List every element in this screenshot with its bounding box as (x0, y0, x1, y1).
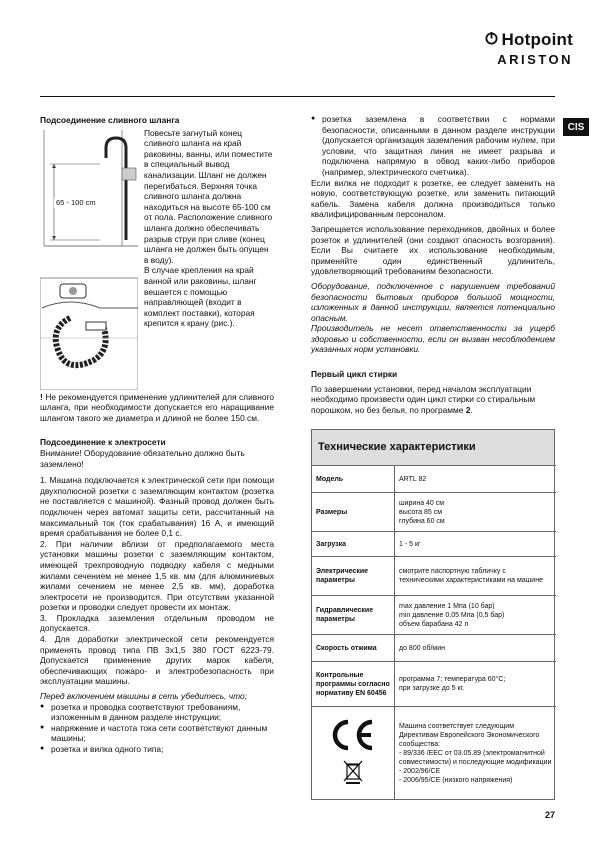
list-item: ● розетка заземлена в соответствии с нормами безопасности, описанными в данном разделе инструкции (допускается организация заземления рабочим нулем, при условии, что защитная линия не имеет разрыва и подключена напрямую в обвод каких-либо приборов (например, электрического счетчика). (311, 114, 555, 178)
electric-item-4: 4. Для доработки электрической сети рекомендуется применять провод типа ПВ 3х1,5 380 ГОСТ 6223-79. Допускается применение других марок кабеля, обеспечивающих пожаро- и электробезопасность при эксплуатации машины. (40, 634, 274, 687)
danger-paragraph: Оборудование, подключенное с нарушением требований безопасности бытовых приборов большой мощности, изложенных в данной инструкции, является потенциально опасным. (311, 280, 555, 323)
brand-name: Hotpoint (501, 30, 573, 49)
table-row: Машина соответствует следующим Директивам Европейского Экономического сообщества: - 89/336 /ЕЕС от 03.05.89 (электромагнитной совместимости) и последующие модификации - 2002/96/CE - 2006/95/CE (низкого напряжения) (312, 707, 556, 800)
table-row: Размеры ширина 40 см высота 85 см глубина 60 см (312, 493, 556, 532)
table-row: Электрические параметры смотрите паспортную табличку с техническими характеристиками на машине (312, 557, 556, 596)
first-wash-heading: Первый цикл стирки (311, 369, 398, 380)
brand-sub: ARISTON (497, 52, 573, 67)
check-intro: Перед включением машины в сеть убедитесь, что; (40, 691, 247, 702)
list-item: ● розетка и проводка соответствуют требованиям, изложенным в данном разделе инструкции; (40, 702, 274, 723)
table-row: Скорость отжима до 800 об/мин (312, 635, 556, 662)
drain-text-2: В случае крепления на край ванной или раковины, шланг вешается с помощью направляющей (входит в комплект поставки), которая крепится к крану (рис.). (144, 265, 257, 329)
electric-item-2: 2. При наличии вблизи от предполагаемого места установки машины розетки с заземляющим контактом, имеющей трехпроводную подводку кабеля с медными жилами сечением не менее 1,5 кв. мм (для алюминиевых жилами сечением не менее 2,5 кв. мм), доработка электросети не производится. При отсутствии указанной розетки и проводки следует провести их монтаж. (40, 538, 274, 613)
header-rule (40, 96, 555, 97)
table-row: Загрузка 1 - 5 кг (312, 532, 556, 557)
warning-text: Не рекомендуется применение удлинителей для сливного шланга, при необходимости допускается его наращивание шлангом такого же диаметра и длиной не более 150 см. (40, 391, 275, 423)
table-row: Контрольные программы согласно нормативу EN 60456 программа 7; температура 60°С; при загрузке до 5 кг. (312, 662, 556, 707)
table-row: Гидравлические параметры max давление 1 Мпа (10 бар) min давление 0,05 Мпа (0,5 бар) объем барабана 42 л (312, 596, 556, 635)
ce-mark-icon (316, 718, 390, 755)
power-icon (485, 30, 498, 50)
first-wash-text: По завершении установки, перед началом эксплуатации необходимо произвести один цикл стирки со стиральным порошком, но без белья, по программе 2. (311, 383, 536, 415)
left-column (40, 115, 274, 755)
brand-logo (485, 30, 573, 67)
spec-table (311, 429, 555, 800)
language-tab: CIS (563, 118, 589, 136)
drain-illustrations (40, 128, 138, 390)
warning-note (40, 392, 274, 424)
spec-title: Технические характеристики (311, 429, 555, 465)
check-list (40, 702, 274, 755)
drain-hose-illustration (40, 128, 138, 390)
right-column (311, 114, 555, 800)
dimension-label: 65 - 100 cm (56, 197, 96, 207)
electric-intro: Внимание! Оборудование обязательно должно быть заземлено! (40, 447, 245, 469)
adapters-paragraph: Запрещается использование переходников, двойных и более розеток и удлинителей (они создают опасность возгорания). Если Вы считаете их использование необходимым, применяйте один единственный удлинитель, удовлетворяющий требованиям безопасности. (311, 223, 555, 277)
table-row: Модель ARTL 82 (312, 466, 556, 493)
ce-cell (312, 707, 395, 800)
plug-paragraph: Если вилка не подходит к розетке, ее следует заменить на новую, соответствующую розетке, или заменить питающий кабель. Замена кабеля должна производиться только квалифицированным персоналом. (311, 177, 555, 220)
drain-heading: Подсоединение сливного шланга (40, 115, 180, 125)
weee-bin-icon (316, 759, 390, 788)
page-number: 27 (544, 810, 555, 820)
list-item: ● розетка и вилка одного типа; (40, 744, 274, 755)
electric-heading: Подсоединение к электросети (40, 437, 166, 448)
electric-item-1: 1. Машина подключается к электрической сети при помощи двухполюсной розетки с заземляющим контактом (розетка не поставляется с машиной). Фазный провод должен быть подключен через автомат защиты сети, рассчитанный на максимальный ток (ток срабатывания) 16 А, и имеющий время срабатывания не более 0,1 с. (40, 475, 274, 539)
liability-paragraph: Производитель не несет ответственности за ущерб здоровью и собственности, если он вызван несоблюдением указанных норм установки. (311, 323, 555, 355)
warning-mark: ! (40, 391, 43, 402)
electric-item-3: 3. Прокладка заземления отдельным проводом не допускается. (40, 612, 274, 634)
list-item: ● напряжение и частота тока сети соответствуют данным машины; (40, 723, 274, 744)
drain-text-1: Повесьте загнутый конец сливного шланга на край раковины, ванны, или поместите в специальный вывод канализации. Шланг не должен перегибаться. Верхняя точка сливного шланга должна находиться на высоте 65-100 см от пола. Расположение сливного шланга должно обеспечивать разрыв струи при сливе (конец шланга не должен быть опущен в воду). (144, 127, 273, 265)
